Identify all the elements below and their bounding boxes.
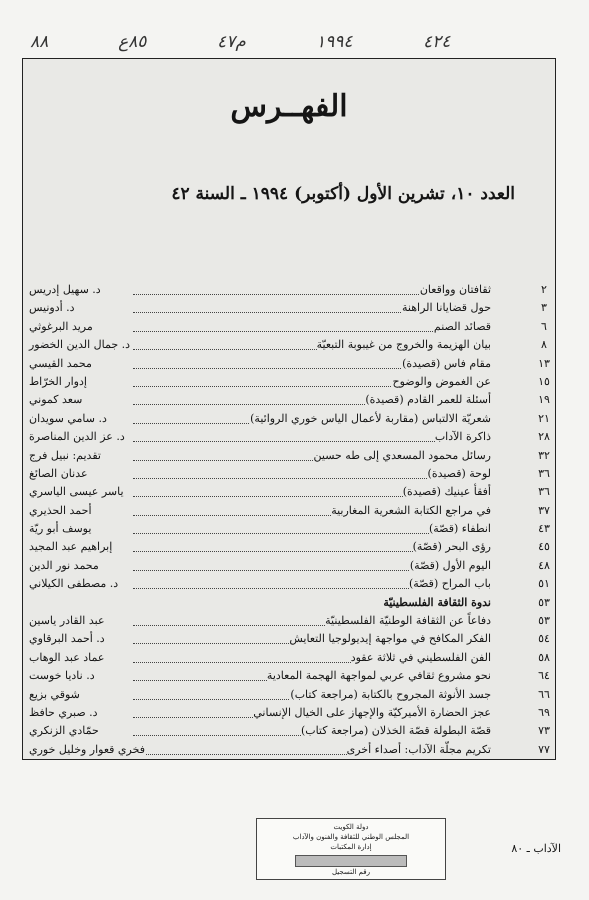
toc-entry: [23, 575, 557, 593]
library-stamp: [256, 818, 446, 880]
handwritten-note: ٨٨: [29, 31, 49, 53]
toc-author: مريد البرغوثي: [29, 319, 93, 333]
contents-frame: [22, 58, 556, 760]
handwritten-notes: [30, 28, 450, 56]
toc-entry: [23, 465, 557, 483]
toc-title: قصائد الصنم: [433, 319, 491, 333]
toc-entry: [23, 520, 557, 538]
stamp-line: رقم التسجيل: [332, 868, 370, 876]
toc-title: عجز الحضارة الأميركيّة والإجهاز على الخيال الإنساني: [253, 705, 491, 719]
toc-page-number: ٥٨: [538, 650, 550, 664]
toc-page-number: ٣: [541, 301, 547, 315]
toc-author: فخري قعوار وخليل خوري: [29, 742, 145, 756]
toc-page-number: ٦٤: [538, 669, 550, 683]
toc-page-number: ٥٤: [538, 632, 550, 646]
toc-entry: [23, 630, 557, 648]
toc-title: دفاعاً عن الثقافة الوطنيّة الفلسطينيّة: [325, 614, 491, 628]
toc-page-number: ٧٣: [538, 724, 550, 738]
toc-author: تقديم: نبيل فرج: [29, 448, 101, 462]
issue-heading: العدد ١٠، تشرين الأول (أكتوبر) ١٩٩٤ ـ السنة ٤٢: [171, 184, 515, 204]
toc-entry: [23, 428, 557, 446]
toc-entry: [23, 557, 557, 575]
page-title: الفهــرس: [230, 89, 348, 124]
toc-page-number: ٨: [541, 338, 547, 352]
toc-author: د. سامي سويدان: [29, 411, 107, 425]
toc-author: أحمد الحذيري: [29, 503, 92, 517]
toc-entry: [23, 373, 557, 391]
toc-author: عدنان الصائغ: [29, 466, 88, 480]
toc-author: إبراهيم عبد المجيد: [29, 540, 113, 554]
toc-author: عماد عبد الوهاب: [29, 650, 105, 664]
toc-entry: [23, 649, 557, 667]
toc-title: في مراجع الكتابة الشعرية المغاربية: [331, 503, 491, 517]
toc-title: رؤى البحر (قصّة): [412, 540, 491, 554]
toc-page-number: ٥٣: [538, 614, 550, 628]
toc-author: د. عز الدين المناصرة: [29, 430, 125, 444]
toc-page-number: ٣٧: [538, 503, 550, 517]
toc-page-number: ٣٦: [538, 466, 550, 480]
toc-page-number: ١٥: [538, 374, 550, 388]
toc-title: انطفاء (قصّة): [428, 522, 491, 536]
toc-author: د. أدونيس: [29, 301, 75, 315]
toc-entry: [23, 410, 557, 428]
toc-entry: [23, 538, 557, 556]
toc-page-number: ٦٦: [538, 687, 550, 701]
toc-page-number: ٣٦: [538, 485, 550, 499]
toc-title: حول قضايانا الراهنة: [402, 301, 491, 315]
toc-title: جسد الأنوثة المجروح بالكتابة (مراجعة كتاب): [290, 687, 491, 701]
toc-page-number: ٦: [541, 319, 547, 333]
toc-page-number: ٧٧: [538, 742, 550, 756]
toc-author: شوقي بزيع: [29, 687, 80, 701]
toc-entry: [23, 318, 557, 336]
toc-title: ندوة الثقافة الفلسطينيّة: [383, 595, 491, 609]
toc-page-number: ٤٥: [538, 540, 550, 554]
toc-entry: [23, 483, 557, 501]
toc-page-number: ١٩: [538, 393, 550, 407]
table-of-contents: [23, 281, 557, 756]
toc-title: نحو مشروع ثقافي عربي لمواجهة الهجمة المعادية: [266, 669, 491, 683]
toc-entry: [23, 704, 557, 722]
toc-title: مقام فاس (قصيدة): [402, 356, 491, 370]
toc-title: اليوم الأول (قصّة): [409, 558, 491, 572]
handwritten-note: ١٩٩٤: [315, 31, 353, 53]
toc-entry: [23, 686, 557, 704]
toc-author: إدوار الخرّاط: [29, 374, 87, 388]
toc-page-number: ٤٨: [538, 558, 550, 572]
toc-page-number: ١٣: [538, 356, 550, 370]
handwritten-note: م٤٧: [216, 31, 246, 53]
toc-title: عن الغموض والوضوح: [392, 374, 491, 388]
toc-entry: [23, 722, 557, 740]
toc-title: بيان الهزيمة والخروج من غيبوبة التبعيّة: [316, 338, 491, 352]
toc-page-number: ٥١: [538, 577, 550, 591]
toc-title: رسائل محمود المسعدي إلى طه حسين: [313, 448, 491, 462]
toc-author: عبد القادر ياسين: [29, 614, 105, 628]
toc-entry: [23, 667, 557, 685]
toc-entry: [23, 741, 557, 759]
stamp-line: إدارة المكتبات: [330, 843, 372, 851]
toc-title: أفقأ عينيك (قصيدة): [402, 485, 491, 499]
toc-page-number: ٢١: [538, 411, 550, 425]
toc-title: قصّة البطولة قصّة الخذلان (مراجعة كتاب): [300, 724, 491, 738]
toc-entry: [23, 355, 557, 373]
toc-author: د. مصطفى الكيلاني: [29, 577, 119, 591]
toc-title: لوحة (قصيدة): [427, 466, 491, 480]
toc-title: تكريم مجلّة الآداب: أصداء أخرى: [346, 742, 491, 756]
handwritten-note: ٤٢٤: [422, 31, 451, 53]
toc-page-number: ٢٨: [538, 430, 550, 444]
toc-title: شعريّة الالتباس (مقاربة لأعمال الياس خوري الروائية): [250, 411, 491, 425]
toc-entry: [23, 594, 557, 612]
toc-entry: [23, 299, 557, 317]
toc-title: الفكر المكافح في مواجهة إيديولوجيا التعايش: [289, 632, 491, 646]
toc-entry: [23, 447, 557, 465]
toc-title: ثقافتان وواقعان: [419, 283, 491, 296]
toc-entry: [23, 502, 557, 520]
toc-page-number: ٣٢: [538, 448, 550, 462]
toc-author: د. صبري حافظ: [29, 705, 98, 719]
toc-title: ذاكرة الآداب: [434, 430, 491, 444]
toc-page-number: ٦٩: [538, 705, 550, 719]
toc-entry: [23, 612, 557, 630]
toc-author: د. سهيل إدريس: [29, 283, 101, 296]
toc-author: حمّادي الزنكري: [29, 724, 99, 738]
toc-author: د. جمال الدين الخضور: [29, 338, 131, 352]
toc-page-number: ٤٣: [538, 522, 550, 536]
toc-title: أسئلة للعمر القادم (قصيدة): [365, 393, 491, 407]
toc-title: الفن الفلسطيني في ثلاثة عقود: [350, 650, 491, 664]
toc-author: ياسر عيسى الياسري: [29, 485, 124, 499]
handwritten-note: ٨٥ع: [118, 31, 148, 53]
toc-page-number: ٢: [541, 283, 547, 296]
toc-author: د. ناديا خوست: [29, 669, 95, 683]
toc-author: د. أحمد البرقاوي: [29, 632, 105, 646]
toc-author: سعد كموني: [29, 393, 83, 407]
toc-entry: [23, 391, 557, 409]
toc-author: يوسف أبو ريّة: [29, 522, 92, 536]
toc-title: باب المراح (قصّة): [408, 577, 491, 591]
stamp-registration-box: [295, 855, 407, 867]
toc-author: محمد القيسي: [29, 356, 92, 370]
page-footer: الآداب ـ ٨٠: [511, 842, 561, 855]
stamp-line: المجلس الوطني للثقافة والفنون والآداب: [292, 833, 410, 841]
stamp-line: دولة الكويت: [333, 823, 369, 831]
toc-author: محمد نور الدين: [29, 558, 99, 572]
toc-entry: [23, 336, 557, 354]
toc-page-number: ٥٣: [538, 595, 550, 609]
toc-entry: [23, 281, 557, 299]
